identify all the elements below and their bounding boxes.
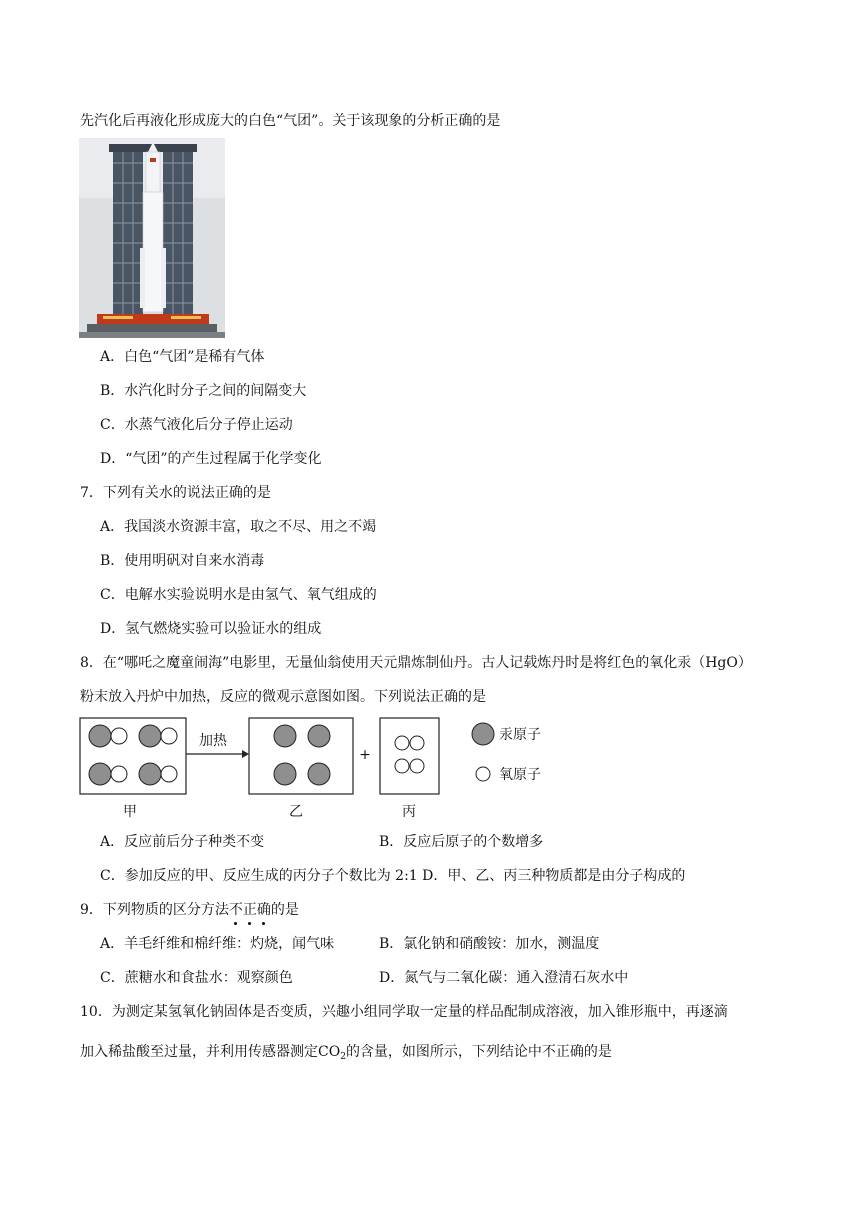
legend-mercury-label: 汞原子 <box>499 727 541 743</box>
mercury-atom <box>308 725 330 747</box>
reaction-micro-diagram <box>79 712 559 824</box>
q8-option-b: B．反应后原子的个数增多 <box>379 834 544 850</box>
co2-formula <box>318 1044 346 1060</box>
q7-option-a: A．我国淡水资源丰富，取之不尽、用之不竭 <box>100 519 377 535</box>
rocket-launch-tower-photo <box>79 138 225 338</box>
q9-stem <box>80 900 299 920</box>
legend-oxygen-label: 氧原子 <box>499 767 541 783</box>
hgo-molecule <box>89 725 127 747</box>
q6-option-c: C．水蒸气液化后分子停止运动 <box>100 417 293 433</box>
q9-stem-post: 的是 <box>270 902 299 918</box>
q8-stem-line2: 粉末放入丹炉中加热，反应的微观示意图如图。下列说法正确的是 <box>80 689 486 705</box>
label-bing: 丙 <box>402 804 416 820</box>
q6-option-a: A．白色“气团”是稀有气体 <box>100 349 265 365</box>
box-bing <box>380 718 439 794</box>
q6-option-b: B．水汽化时分子之间的间隔变大 <box>100 383 307 399</box>
hgo-molecule <box>139 763 177 785</box>
oxygen-molecule <box>395 736 424 750</box>
q9-option-c: C．蔗糖水和食盐水：观察颜色 <box>100 970 293 986</box>
plus-sign: + <box>359 747 371 763</box>
q9-emphasis-char: 正 <box>242 902 257 918</box>
q9-option-a: A．羊毛纤维和棉纤维：灼烧，闻气味 <box>100 936 335 952</box>
q8-option-cd: C．参加反应的甲、反应生成的丙分子个数比为 2:1 D．甲、乙、丙三种物质都是由分子构成的 <box>100 868 686 884</box>
q7-stem: 7．下列有关水的说法正确的是 <box>80 485 271 501</box>
co2-subscript: 2 <box>340 1052 346 1062</box>
hgo-molecule <box>139 725 177 747</box>
mercury-atom <box>274 725 296 747</box>
oxygen-molecule <box>395 759 424 773</box>
mercury-atom <box>274 763 296 785</box>
q9-emphasis-char: 确 <box>256 902 271 918</box>
legend-oxygen-icon <box>476 767 490 781</box>
q6-stem-tail: 先汽化后再液化形成庞大的白色“气团”。关于该现象的分析正确的是 <box>80 113 501 129</box>
q10-stem-line2-post: 的含量，如图所示，下列结论中不正确的是 <box>345 1044 612 1060</box>
mercury-atom <box>308 763 330 785</box>
q8-stem-line1: 8．在“哪吒之魔童闹海”电影里，无量仙翁使用天元鼎炼制仙丹。古人记载炼丹时是将红色的氧化汞（HgO） <box>80 655 752 671</box>
box-yi <box>249 718 353 794</box>
q10-stem-line2-pre: 加入稀盐酸至过量，并利用传感器测定 <box>80 1044 318 1060</box>
q10-stem-line1: 10．为测定某氢氧化钠固体是否变质，兴趣小组同学取一定量的样品配制成溶液，加入锥形瓶中，再逐滴 <box>80 1004 728 1020</box>
q8-option-a: A．反应前后分子种类不变 <box>100 834 265 850</box>
hgo-molecule <box>89 763 127 785</box>
q9-option-b: B．氯化钠和硝酸铵：加水，测温度 <box>379 936 600 952</box>
arrow-label: 加热 <box>199 733 227 749</box>
legend-mercury-icon <box>472 723 494 745</box>
q10-stem-line2 <box>80 1042 612 1067</box>
label-jia: 甲 <box>123 804 137 820</box>
q7-option-c: C．电解水实验说明水是由氢气、氧气组成的 <box>100 587 377 603</box>
q6-option-d: D．“气团”的产生过程属于化学变化 <box>100 451 322 467</box>
q9-option-d: D．氮气与二氧化碳：通入澄清石灰水中 <box>379 970 629 986</box>
q9-stem-pre: 9．下列物质的区分方法 <box>80 902 229 918</box>
label-yi: 乙 <box>289 804 303 820</box>
q9-emphasis-char: 不 <box>228 902 243 918</box>
q7-option-d: D．氢气燃烧实验可以验证水的组成 <box>100 621 322 637</box>
q7-option-b: B．使用明矾对自来水消毒 <box>100 553 265 569</box>
co2-main: CO <box>318 1044 341 1060</box>
